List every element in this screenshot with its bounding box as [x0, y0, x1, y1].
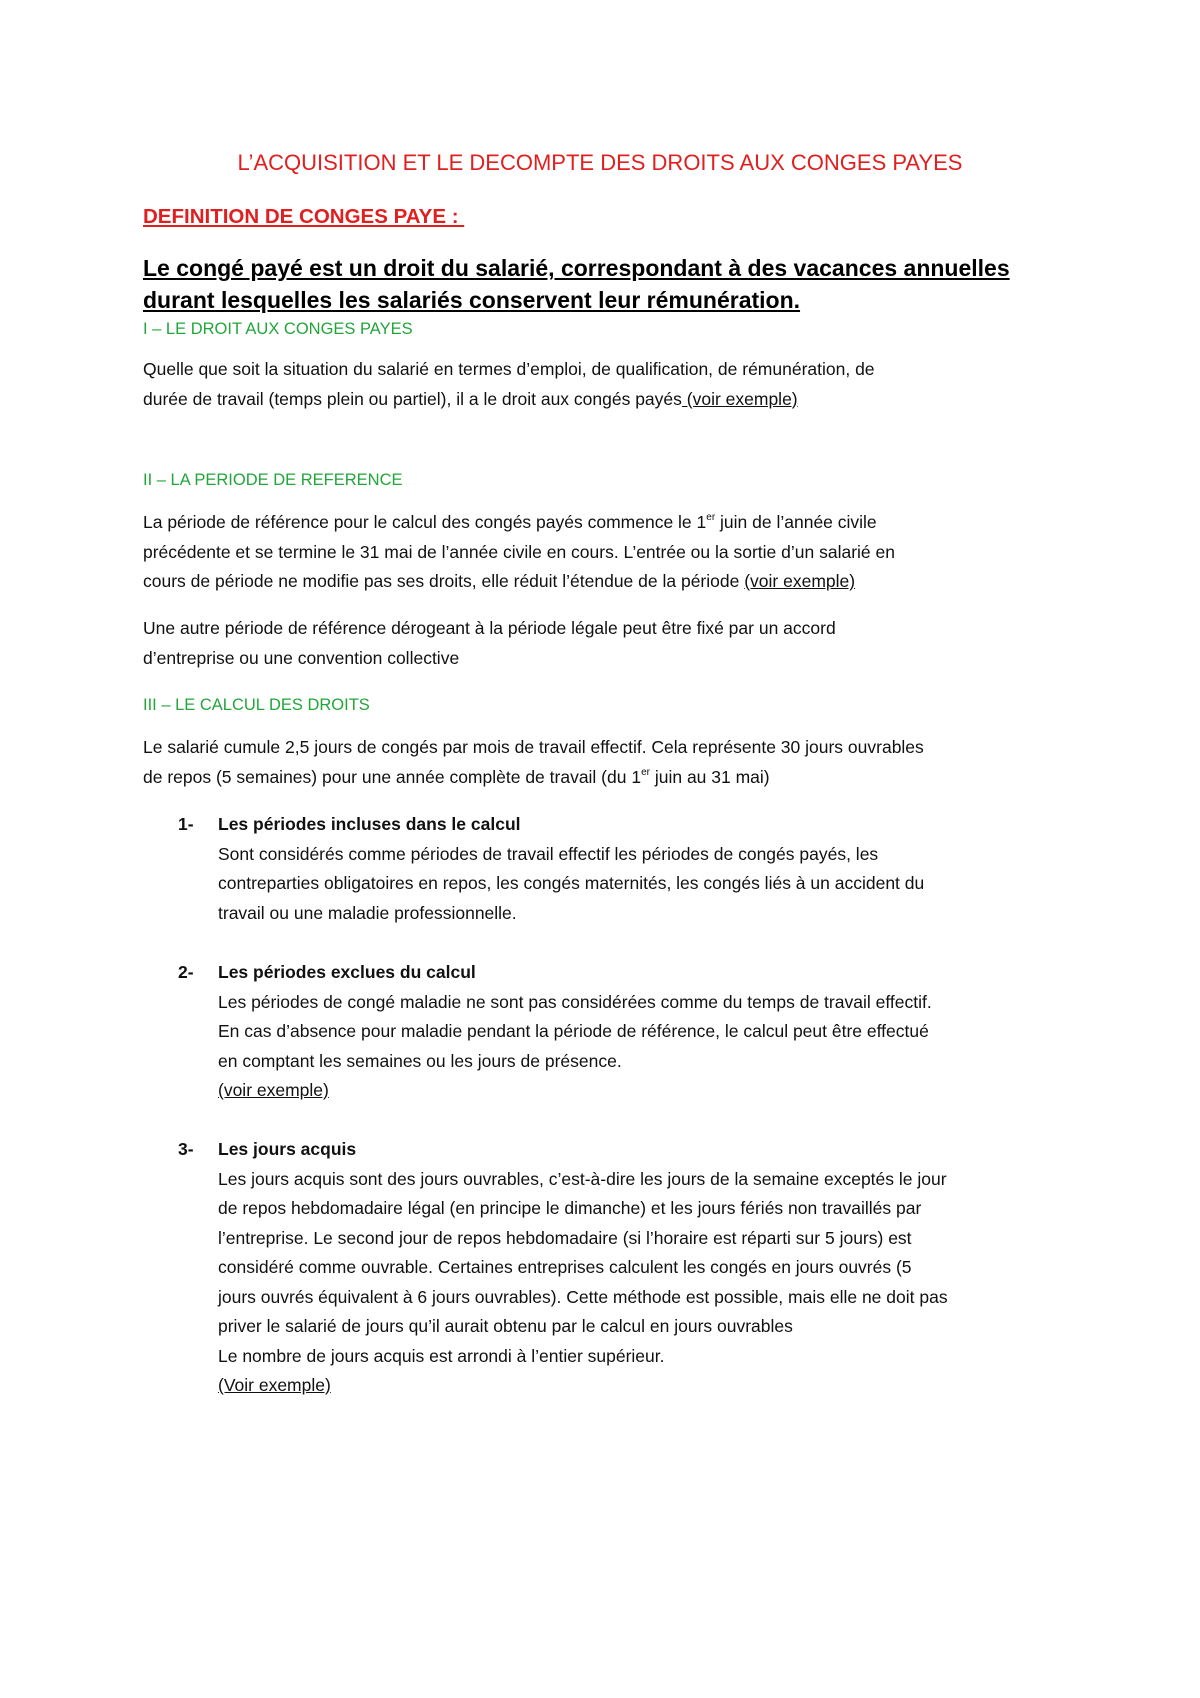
list-item-line: En cas d’absence pour maladie pendant la période de référence, le calcul peut être effectué: [218, 1021, 929, 1041]
paragraph-text: de repos (5 semaines) pour une année complète de travail (du 1: [143, 766, 642, 787]
paragraph-line: [143, 508, 1083, 538]
list-item-number: 2-: [178, 962, 194, 982]
list-item-line: l’entreprise. Le second jour de repos hebdomadaire (si l’horaire est réparti sur 5 jours) est: [218, 1227, 912, 1248]
paragraph-text: cours de période ne modifie pas ses droits, elle réduit l’étendue de la période: [143, 571, 745, 591]
list-item-body: [218, 1135, 1088, 1401]
paragraph-line: [143, 763, 1083, 793]
superscript: er: [706, 512, 716, 523]
list-item-line: Les jours acquis sont des jours ouvrables, c’est-à-dire les jours de la semaine exceptés le jour: [218, 1168, 947, 1189]
definition-text: [143, 252, 1083, 316]
section-heading-droit: I – LE DROIT AUX CONGES PAYES: [143, 320, 413, 338]
paragraph-line: [143, 567, 1083, 597]
section-paragraph: [143, 733, 1083, 792]
section-heading-calcul: III – LE CALCUL DES DROITS: [143, 696, 370, 714]
paragraph-text: durée de travail (temps plein ou partiel), il a le droit aux congés payés: [143, 388, 682, 409]
paragraph-line: Une autre période de référence dérogeant à la période légale peut être fixé par un accord: [143, 618, 836, 638]
paragraph-text: La période de référence pour le calcul des congés payés commence le 1: [143, 512, 707, 532]
section-paragraph: [143, 614, 1083, 673]
list-item-line: Le nombre de jours acquis est arrondi à l’entier supérieur.: [218, 1345, 665, 1366]
paragraph-line: Quelle que soit la situation du salarié en termes d’emploi, de qualification, de rémunération, de: [143, 359, 875, 379]
definition-text-line: Le congé payé est un droit du salarié, correspondant à des vacances annuelles: [143, 255, 1010, 281]
superscript: er: [641, 766, 650, 778]
list-item-line: Les périodes de congé maladie ne sont pas considérées comme du temps de travail effectif.: [218, 991, 932, 1012]
list-item-heading: Les périodes exclues du calcul: [218, 962, 476, 982]
voir-exemple-link[interactable]: (voir exemple): [744, 571, 856, 591]
document-title: L’ACQUISITION ET LE DECOMPTE DES DROITS AUX CONGES PAYES: [237, 150, 963, 175]
list-item-number: 3-: [178, 1139, 194, 1159]
paragraph-text: juin de l’année civile: [715, 512, 877, 532]
paragraph-text: juin au 31 mai): [649, 766, 770, 787]
paragraph-line: précédente et se termine le 31 mai de l’année civile en cours. L’entrée ou la sortie d’un salarié en: [143, 541, 895, 562]
section-paragraph: [143, 508, 1083, 597]
list-item-line: en comptant les semaines ou les jours de présence.: [218, 1050, 622, 1071]
paragraph-line: d’entreprise ou une convention collective: [143, 647, 460, 668]
definition-text-line: durant lesquelles les salariés conservent leur rémunération.: [143, 287, 801, 313]
list-item-line: considéré comme ouvrable. Certaines entreprises calculent les congés en jours ouvrés (5: [218, 1257, 912, 1277]
list-item-body: [218, 958, 1088, 1106]
list-item-number: 1-: [178, 814, 194, 834]
list-item-body: [218, 810, 1088, 928]
list-item-line: travail ou une maladie professionnelle.: [218, 902, 517, 923]
list-item-line: de repos hebdomadaire légal (en principe le dimanche) et les jours fériés non travaillés par: [218, 1198, 922, 1218]
paragraph-line: [143, 385, 1083, 415]
list-item-line: jours ouvrés équivalent à 6 jours ouvrables). Cette méthode est possible, mais elle ne doit pas: [218, 1286, 948, 1307]
section-heading-periode: II – LA PERIODE DE REFERENCE: [143, 471, 403, 489]
list-item-line: priver le salarié de jours qu’il aurait obtenu par le calcul en jours ouvrables: [218, 1316, 793, 1336]
list-item-line: Sont considérés comme périodes de travail effectif les périodes de congés payés, les: [218, 843, 879, 864]
voir-exemple-link[interactable]: (voir exemple): [218, 1080, 329, 1100]
paragraph-line: Le salarié cumule 2,5 jours de congés par mois de travail effectif. Cela représente 30 jours ouvrables: [143, 737, 924, 757]
voir-exemple-link[interactable]: (voir exemple): [681, 388, 798, 409]
list-item-heading: Les jours acquis: [218, 1139, 357, 1159]
voir-exemple-link[interactable]: (Voir exemple): [218, 1375, 331, 1395]
section-paragraph: [143, 355, 1083, 414]
list-item-heading: Les périodes incluses dans le calcul: [218, 814, 521, 834]
list-item-line: contreparties obligatoires en repos, les congés maternités, les congés liés à un accident du: [218, 873, 925, 893]
definition-heading: DEFINITION DE CONGES PAYE :: [143, 205, 465, 228]
